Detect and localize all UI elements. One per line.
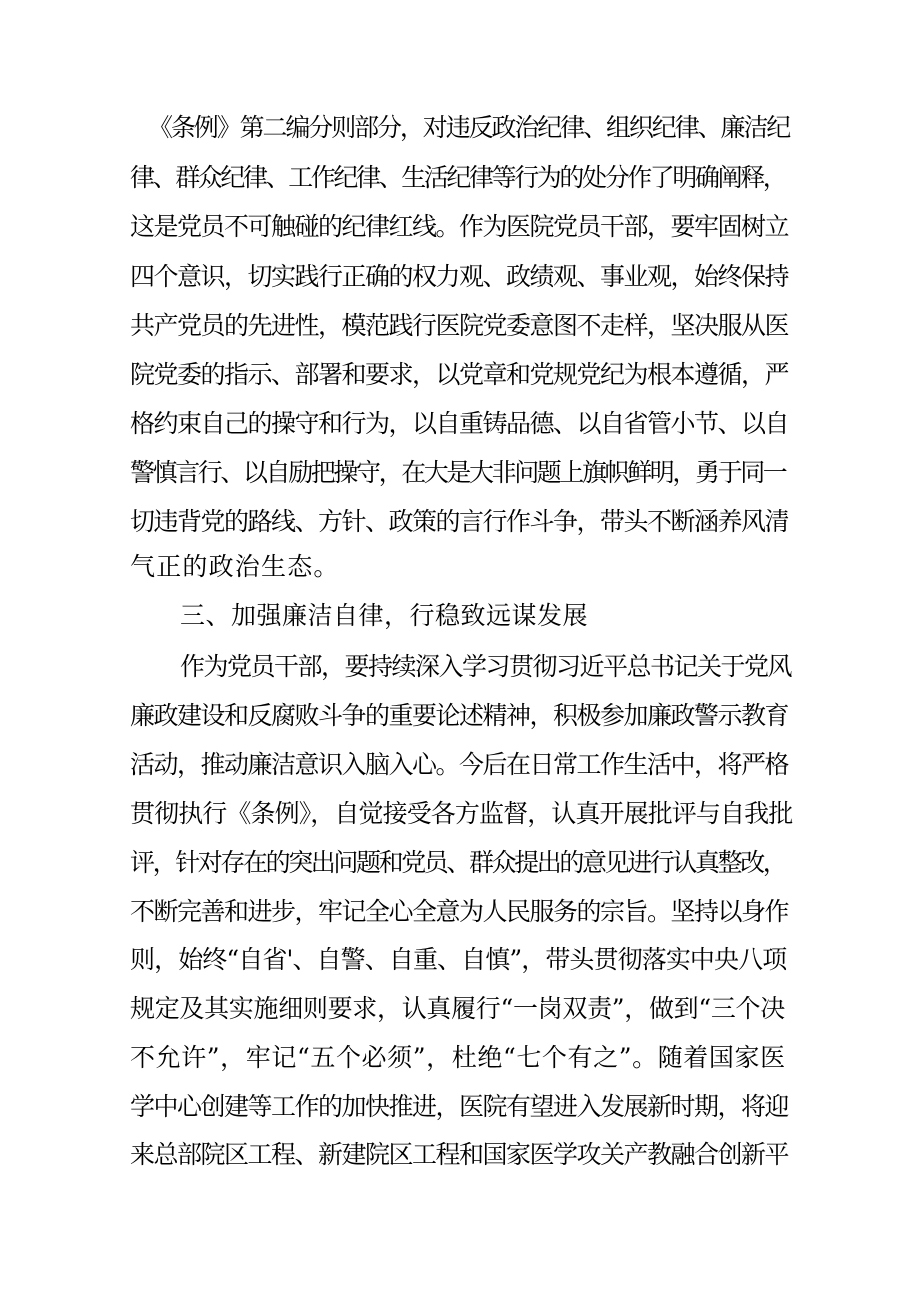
paragraph-1-line-7: 格约束自己的操守和行为，以自重铸品德、以自省管小节、以自 [130,409,789,438]
paragraph-1-line-5: 共产党员的先进性，模范践行医院党委意图不走样，坚决服从医 [130,311,789,340]
paragraph-2-line-2: 廉政建设和反腐败斗争的重要论述精神，积极参加廉政警示教育 [130,701,789,730]
paragraph-2-line-6: 不断完善和进步，牢记全心全意为人民服务的宗旨。坚持以身作 [130,897,789,926]
paragraph-2-line-1: 作为党员干部，要持续深入学习贯彻习近平总书记关于党风 [180,652,792,681]
paragraph-1-line-9: 切违背党的路线、方针、政策的言行作斗争，带头不断涵养风清 [130,507,789,536]
paragraph-2-line-8: 规定及其实施细则要求，认真履行“一岗双责”，做到“三个决 [130,994,785,1023]
paragraph-1-line-8: 警慎言行、以自励把操守，在大是大非问题上旗帜鲜明，勇于同一 [130,458,786,487]
paragraph-2-line-5: 评，针对存在的突出问题和党员、群众提出的意见进行认真整改， [130,848,786,877]
paragraph-1-line-10: 气正的政治生态。 [130,552,340,581]
paragraph-1-line-3: 这是党员不可触碰的纪律红线。作为医院党员干部，要牢固树立 [130,212,789,241]
paragraph-2-line-3: 活动，推动廉洁意识入脑入心。今后在日常工作生活中，将严格 [130,750,789,779]
paragraph-2-line-11: 来总部院区工程、新建院区工程和国家医学攻关产教融合创新平 [130,1140,789,1169]
paragraph-2-line-4: 贯彻执行《条例》，自觉接受各方监督，认真开展批评与自我批 [130,799,793,828]
paragraph-1-line-6: 院党委的指示、部署和要求，以党章和党规党纪为根本遵循，严 [130,360,789,389]
paragraph-2-line-9: 不允许”，牢记“五个必须”，杜绝“七个有之”。随着国家医 [130,1043,786,1072]
paragraph-2-line-10: 学中心创建等工作的加快推进，医院有望进入发展新时期，将迎 [130,1092,789,1121]
section-heading: 三、加强廉洁自律，行稳致远谋发展 [180,601,589,630]
paragraph-2-line-7: 则，始终“自省'、自警、自重、自慎”，带头贯彻落实中央八项 [130,945,787,974]
paragraph-1-line-4: 四个意识，切实践行正确的权力观、政绩观、事业观，始终保持 [130,262,789,291]
paragraph-1-line-1: 《条例》第二编分则部分，对违反政治纪律、组织纪律、廉洁纪 [148,113,790,142]
paragraph-1-line-2: 律、群众纪律、工作纪律、生活纪律等行为的处分作了明确阐释， [130,163,786,192]
